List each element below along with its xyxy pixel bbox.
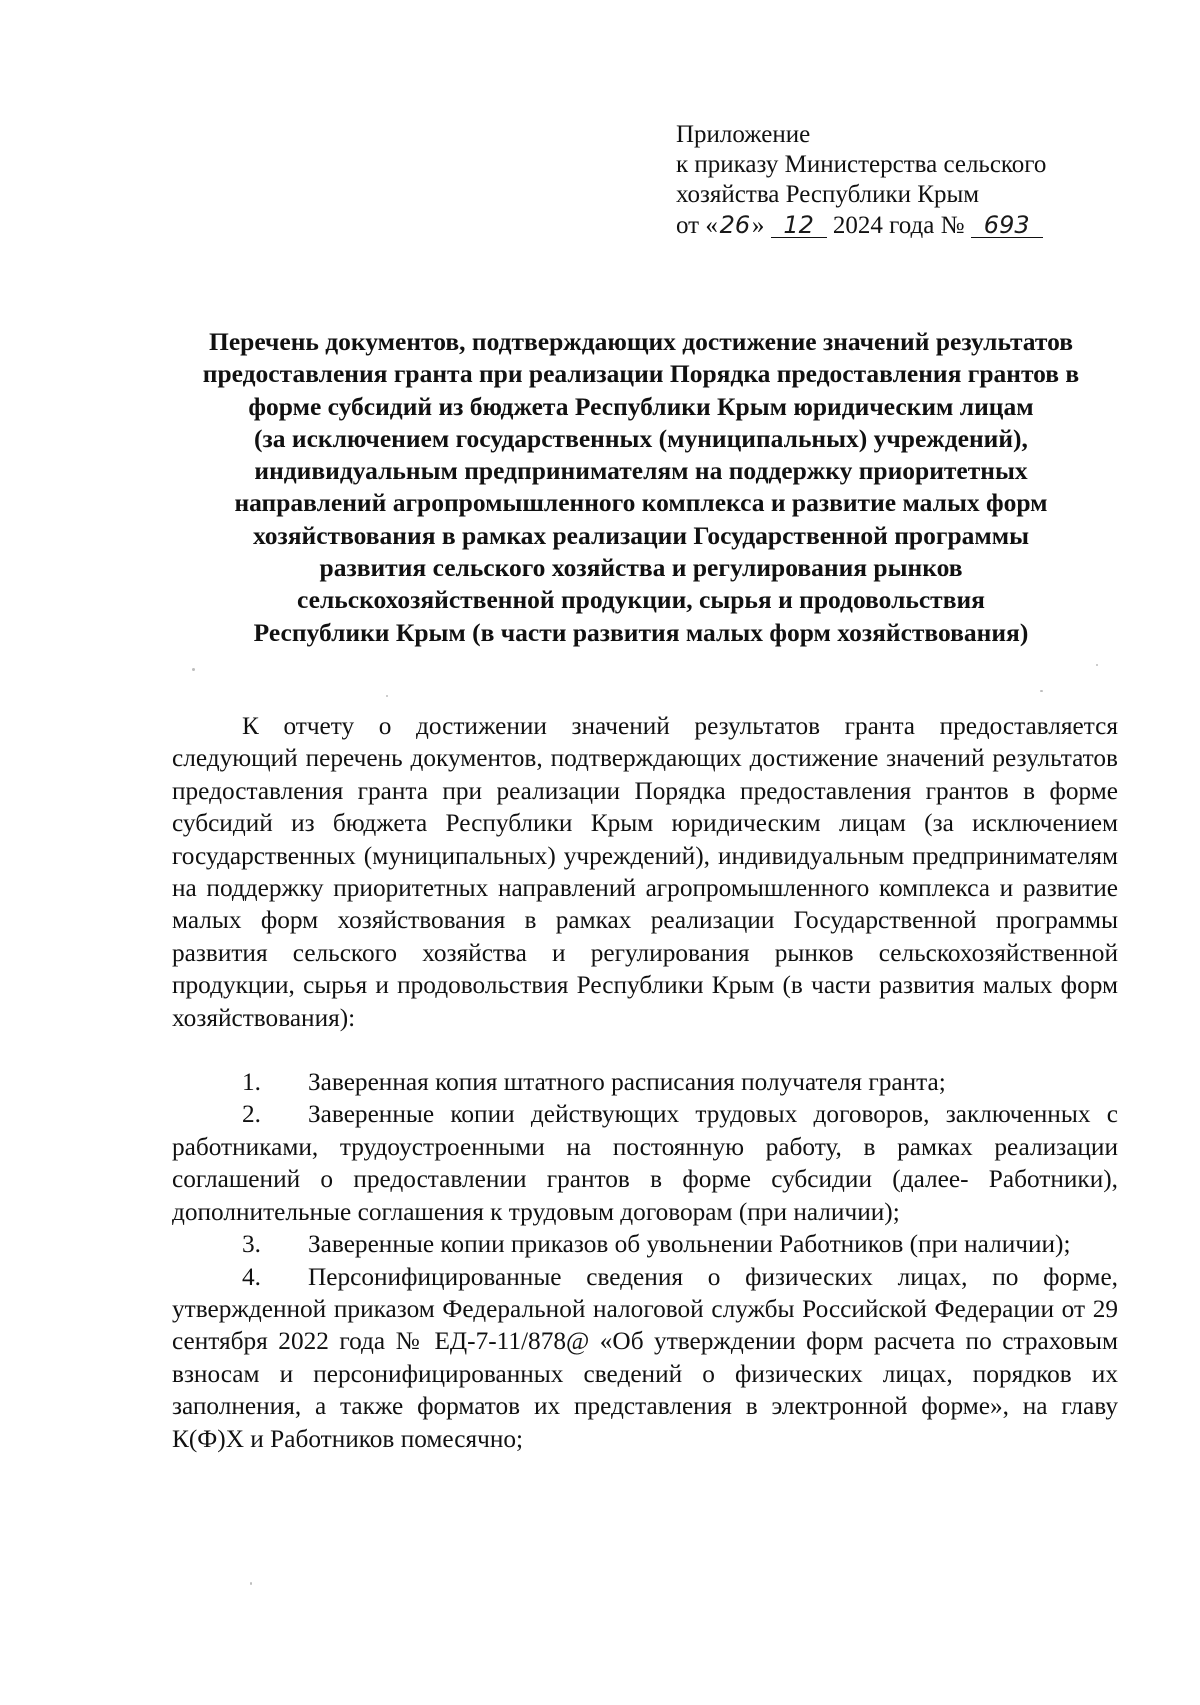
scan-speck bbox=[250, 1582, 252, 1585]
document-title bbox=[160, 326, 1122, 649]
scan-speck bbox=[192, 668, 195, 671]
list-item-number: 4. bbox=[242, 1262, 261, 1291]
list-item-number: 1. bbox=[242, 1068, 261, 1097]
handwritten-day: 26 bbox=[719, 211, 751, 239]
list-item-text: Заверенная копия штатного расписания получателя гранта; bbox=[308, 1068, 946, 1097]
list-item bbox=[172, 1228, 1118, 1260]
list-item-text: Персонифицированные сведения о физических лицах, по форме, утвержденной приказом Федеральной налоговой службы Российской Федерации от 29 сентября 2022 года № ЕД-7-11/878@ «Об утверждении форм расчета по страховым взносам и персонифицированных сведений о физических лицах, порядков их заполнения, а также форматов их представления в электронной форме», на главу К(Ф)Х и Работников помесячно; bbox=[172, 1262, 1118, 1453]
title-line: форме субсидий из бюджета Республики Крым юридическим лицам bbox=[248, 391, 1034, 421]
appendix-order-ref: к приказу Министерства сельского bbox=[676, 151, 1047, 178]
list-item-number: 2. bbox=[242, 1100, 261, 1129]
intro-paragraph: К отчету о достижении значений результатов гранта предоставляется следующий перечень документов, подтверждающих достижение значений результатов предоставления гранта при реализации Порядка предоставления грантов в форме субсидий из бюджета Республики Крым юридическим лицам (за исключением государственных (муниципальных) учреждений), индивидуальным предпринимателям на поддержку приоритетных направлений агропромышленного комплекса и развитие малых форм хозяйствования в рамках реализации Государственной программы развития сельского хозяйства и регулирования рынков сельскохозяйственной продукции, сырья и продовольствия Республики Крым (в части развития малых форм хозяйствования): bbox=[172, 712, 1118, 1032]
title-line: хозяйствования в рамках реализации Государственной программы bbox=[252, 520, 1030, 550]
appendix-heading: Приложение bbox=[676, 121, 811, 148]
handwritten-month: 12 bbox=[771, 213, 827, 238]
list-item-number: 3. bbox=[242, 1230, 261, 1259]
scan-speck bbox=[1040, 690, 1043, 692]
title-line: сельскохозяйственной продукции, сырья и продовольствия bbox=[297, 585, 985, 615]
documents-list bbox=[172, 1066, 1118, 1455]
list-item bbox=[172, 1098, 1118, 1228]
title-line: Республики Крым (в части развития малых форм хозяйствования) bbox=[253, 617, 1029, 647]
scan-speck bbox=[386, 695, 388, 697]
list-item-text: Заверенные копии действующих трудовых договоров, заключенных с работниками, трудоустроенными на постоянную работу, в рамках реализации соглашений о предоставлении грантов в форме субсидии (далее- Работники), дополнительные соглашения к трудовым договорам (при наличии); bbox=[172, 1100, 1118, 1226]
handwritten-order-number: 693 bbox=[971, 213, 1043, 238]
date-year: 2024 года № bbox=[826, 212, 971, 239]
appendix-ministry: хозяйства Республики Крым bbox=[676, 181, 980, 208]
title-line: развития сельского хозяйства и регулирования рынков bbox=[319, 553, 963, 583]
title-line: (за исключением государственных (муниципальных) учреждений), bbox=[254, 423, 1028, 453]
title-line: индивидуальным предпринимателям на поддержку приоритетных bbox=[254, 456, 1028, 486]
appendix-block bbox=[676, 120, 1136, 241]
date-mid: » bbox=[751, 212, 771, 239]
title-line: направлений агропромышленного комплекса и развитие малых форм bbox=[234, 488, 1048, 518]
list-item-text: Заверенные копии приказов об увольнении Работников (при наличии); bbox=[308, 1230, 1071, 1259]
appendix-date-line bbox=[676, 210, 1136, 241]
scan-speck bbox=[1096, 664, 1098, 666]
date-prefix: от « bbox=[676, 212, 718, 239]
title-line: Перечень документов, подтверждающих достижение значений результатов bbox=[209, 327, 1073, 356]
list-item bbox=[172, 1261, 1118, 1455]
list-item bbox=[172, 1066, 1118, 1098]
title-line: предоставления гранта при реализации Порядка предоставления грантов в bbox=[202, 359, 1080, 389]
document-body bbox=[172, 710, 1118, 1455]
